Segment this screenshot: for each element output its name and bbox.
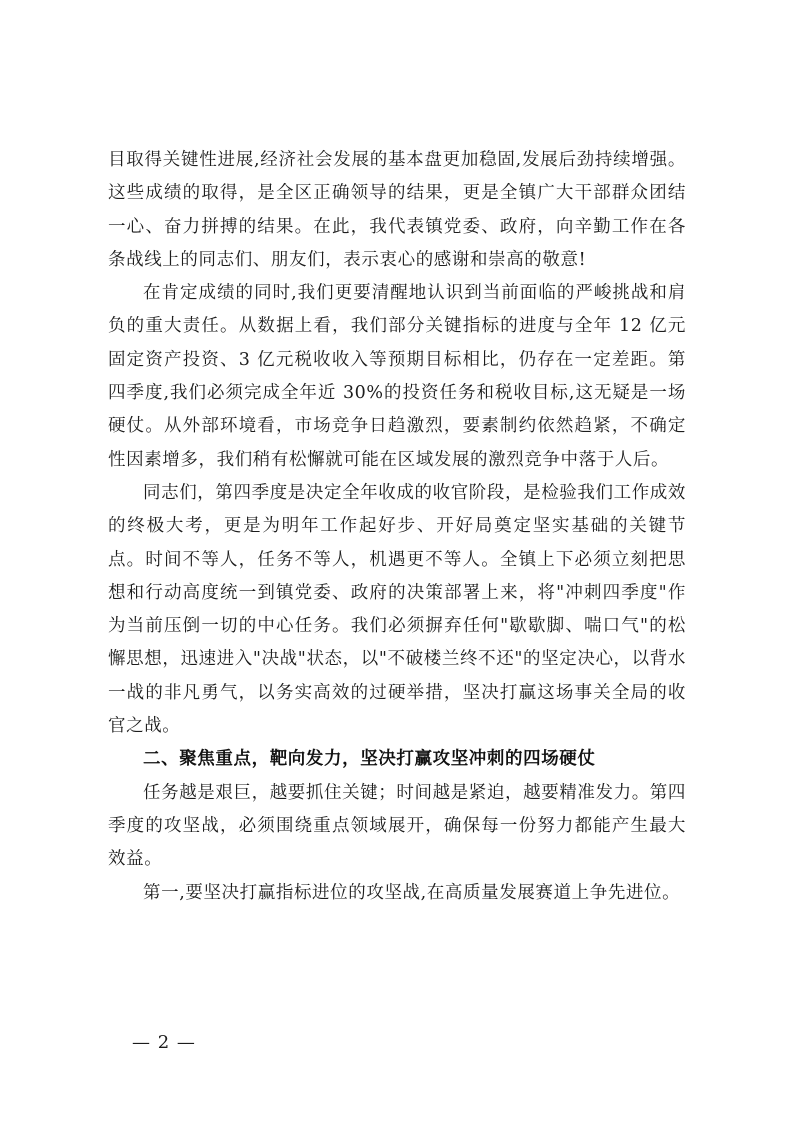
page-number: — 2 — xyxy=(132,1032,196,1053)
paragraph-5: 第一,要坚决打赢指标进位的攻坚战,在高质量发展赛道上争先进位。 xyxy=(143,882,681,903)
paragraph-1: 目取得关键性进展,经济社会发展的基本盘更加稳固,发展后劲持续增强。这些成绩的取得，是全区正确领导的结果，更是全镇广大干部群众团结一心、奋力拼搏的结果。在此，我代表镇党委、政府，向辛勤工作在各条战线上的同志们、朋友们，表示衷心的感谢和崇高的敬意! xyxy=(108,150,686,270)
section-heading: 二、聚焦重点，靶向发力，坚决打赢攻坚冲刺的四场硬仗 xyxy=(143,749,596,770)
paragraph-2: 在肯定成绩的同时,我们更要清醒地认识到当前面临的严峻挑战和肩负的重大责任。从数据上看，我们部分关键指标的进度与全年 12 亿元固定资产投资、3 亿元税收收入等预期目标相比，仍存在一定差距。第四季度,我们必须完成全年近 30%的投资任务和税收目标,这无疑是一场硬仗。从外部环境看，市场竞争日趋激烈，要素制约依然趋紧，不确定性因素增多，我们稍有松懈就可能在区域发展的激烈竞争中落于人后。 xyxy=(108,283,686,470)
document-body xyxy=(108,144,686,910)
paragraph-3: 同志们，第四季度是决定全年收成的收官阶段，是检验我们工作成效的终极大考，更是为明年工作起好步、开好局奠定坚实基础的关键节点。时间不等人，任务不等人，机遇更不等人。全镇上下必须立刻把思想和行动高度统一到镇党委、政府的决策部署上来，将"冲刺四季度"作为当前压倒一切的中心任务。我们必须摒弃任何"歇歇脚、喘口气"的松懈思想，迅速进入"决战"状态，以"不破楼兰终不还"的坚定决心，以背水一战的非凡勇气，以务实高效的过硬举措，坚决打赢这场事关全局的收官之战。 xyxy=(108,482,686,737)
paragraph-4: 任务越是艰巨，越要抓住关键；时间越是紧迫，越要精准发力。第四季度的攻坚战，必须围绕重点领域展开，确保每一份努力都能产生最大效益。 xyxy=(108,782,686,870)
